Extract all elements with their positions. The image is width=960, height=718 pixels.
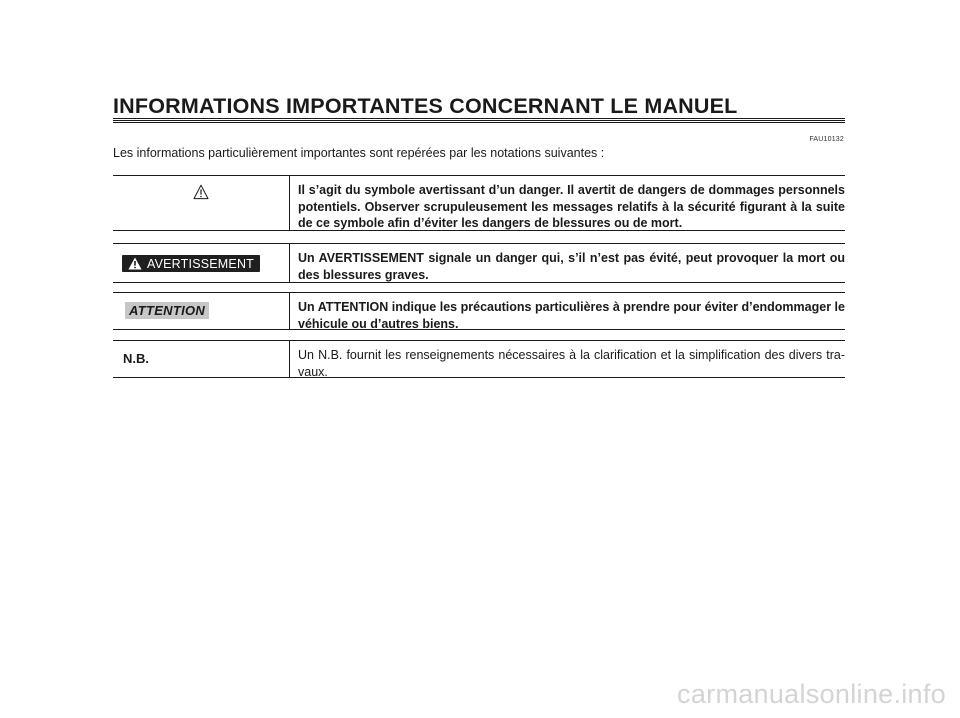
note-notice (113, 340, 845, 378)
warning-text: Un AVERTISSEMENT signale un danger qui, s’il n’est pas évité, peut provoquer la mort ou des blessures graves. (298, 251, 845, 282)
intro-text: Les informations particulièrement importantes sont repérées par les notations suivantes : (113, 146, 605, 160)
warning-badge-label: AVERTISSEMENT (147, 256, 255, 271)
title-underline (113, 118, 845, 124)
caution-text: Un ATTENTION indique les précautions particulières à prendre pour éviter d’endommager le véhicule ou d’autres biens. (298, 300, 845, 331)
warning-filled-triangle-icon (128, 257, 142, 270)
page-title: INFORMATIONS IMPORTANTES CONCERNANT LE MANUEL (113, 94, 738, 118)
caution-notice (113, 292, 845, 330)
warning-triangle-icon (193, 184, 209, 200)
watermark: carmanualsonline.info (677, 679, 946, 709)
note-label-cell (113, 341, 290, 377)
caution-badge: ATTENTION (125, 302, 209, 319)
warning-label-cell (113, 244, 290, 282)
note-label: N.B. (123, 351, 149, 366)
safety-alert-notice (113, 175, 845, 231)
note-text: Un N.B. fournit les renseignements nécessaires à la clarification et la simplification des divers tra-vaux. (298, 348, 845, 379)
document-code: FAU10132 (809, 136, 844, 143)
safety-alert-label-cell (113, 176, 290, 230)
warning-notice (113, 243, 845, 283)
caution-label-cell (113, 293, 290, 329)
safety-alert-text: Il s’agit du symbole avertissant d’un danger. Il avertit de dangers de dommages personnels potentiels. Observer scrupuleusement les messages relatifs à la sécurité figurant à la suite de ce symbole afin d’éviter les dangers de blessures ou de mort. (298, 183, 845, 230)
warning-badge (122, 255, 260, 272)
